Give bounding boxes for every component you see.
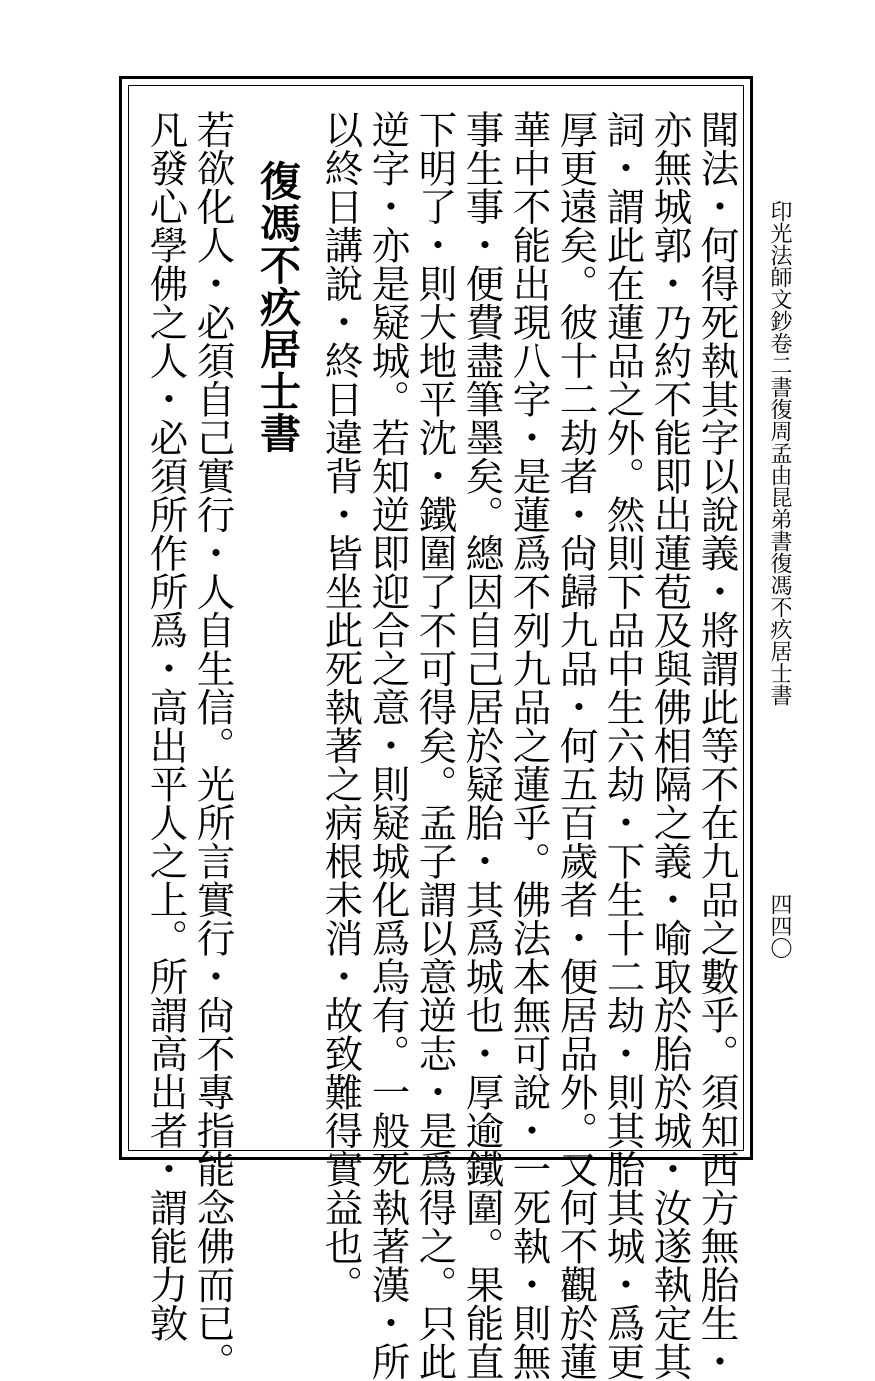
text-column-4: 厚更遠矣。彼十二劫者・尙歸九品・何五百歲者・便居品外。又何不觀於蓮 (553, 110, 599, 1381)
text-column-9: 以終日講說・終日違背・皆坐此死執著之病根未消・故致難得實益也。 (318, 110, 364, 1304)
text-column-6: 事生事・便費盡筆墨矣。總因自己居於疑胎・其爲城也・厚逾鐵圍。果能直 (459, 110, 505, 1381)
letter-title: 復馮不疚居士書 (253, 160, 301, 454)
header-book-title: 印光法師文鈔卷二 (767, 200, 792, 376)
page-number: 四四〇 (767, 893, 792, 959)
text-column-3: 詞・謂此在蓮品之外。然則下品中生六劫・下生十二劫・則其胎其城・爲更 (600, 110, 646, 1381)
text-column-5: 華中不能出現八字・是蓮爲不列九品之蓮乎。佛法本無可說・一死執・則無 (506, 110, 552, 1381)
text-column-10: 若欲化人・必須自己實行・人自生信。光所言實行・尙不專指能念佛而已。 (190, 110, 236, 1381)
header-letter-b: 復馮不疚居士書 (767, 552, 792, 706)
header-letter-a: 復周孟由昆弟書 (767, 398, 792, 552)
text-column-2: 亦無城郭・乃約不能即出蓮苞及與佛相隔之義・喻取於胎於城・汝遂執定其 (647, 110, 693, 1381)
running-header (768, 200, 790, 706)
text-column-7: 下明了・則大地平沈・鐵圍了不可得矣。孟子謂以意逆志・是爲得之。只此 (412, 110, 458, 1381)
header-section: 書 (767, 376, 792, 398)
text-column-8: 逆字・亦是疑城。若知逆即迎合之意・則疑城化爲烏有。一般死執著漢・所 (365, 110, 411, 1381)
text-column-1: 聞法・何得死執其字以說義・將謂此等不在九品之數乎。須知西方無胎生・ (694, 110, 740, 1381)
text-column-11: 凡發心學佛之人・必須所作所爲・高出平人之上。所謂高出者・謂能力敦 (143, 110, 189, 1342)
